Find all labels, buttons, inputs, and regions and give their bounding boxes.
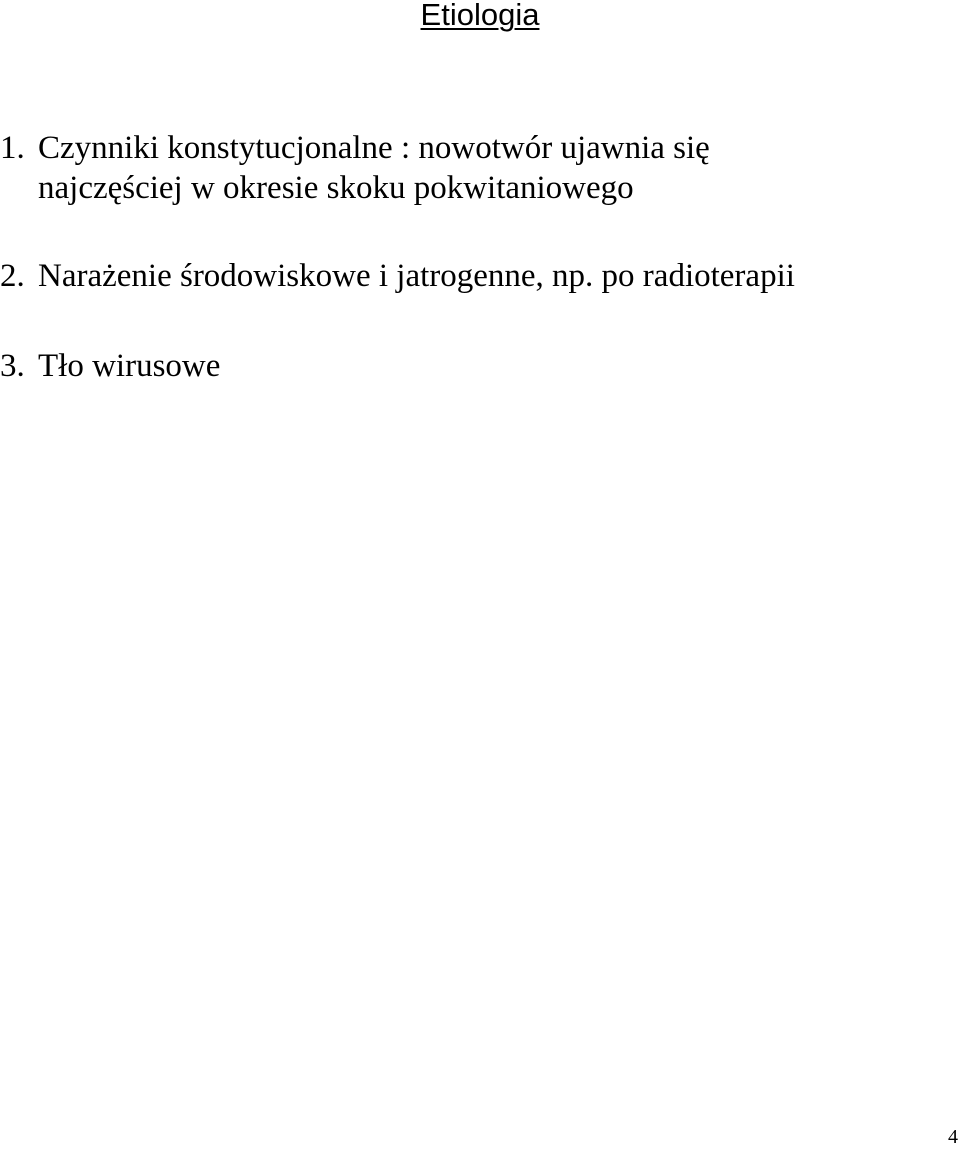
list-item-text: [38, 346, 220, 386]
slide-title: Etiologia: [420, 0, 540, 32]
list-item-number: 2.: [0, 258, 25, 294]
list-item-line: Tło wirusowe: [38, 348, 221, 384]
list-item-1: [0, 128, 710, 208]
page-number: 4: [948, 1126, 958, 1148]
list-item-line: Narażenie środowiskowe i jatrogenne, np. po radioterapii: [38, 258, 795, 294]
list-item-number: 3.: [0, 348, 25, 384]
list-item-text: [38, 256, 795, 296]
list-item-number: 1.: [0, 130, 25, 166]
list-item-line: najczęściej w okresie skoku pokwitaniowego: [38, 170, 634, 206]
list-item-line: Czynniki konstytucjonalne : nowotwór ujawnia się: [38, 130, 710, 166]
list-item-3: [0, 346, 220, 386]
list-item-text: [38, 128, 710, 208]
list-item-2: [0, 256, 795, 296]
